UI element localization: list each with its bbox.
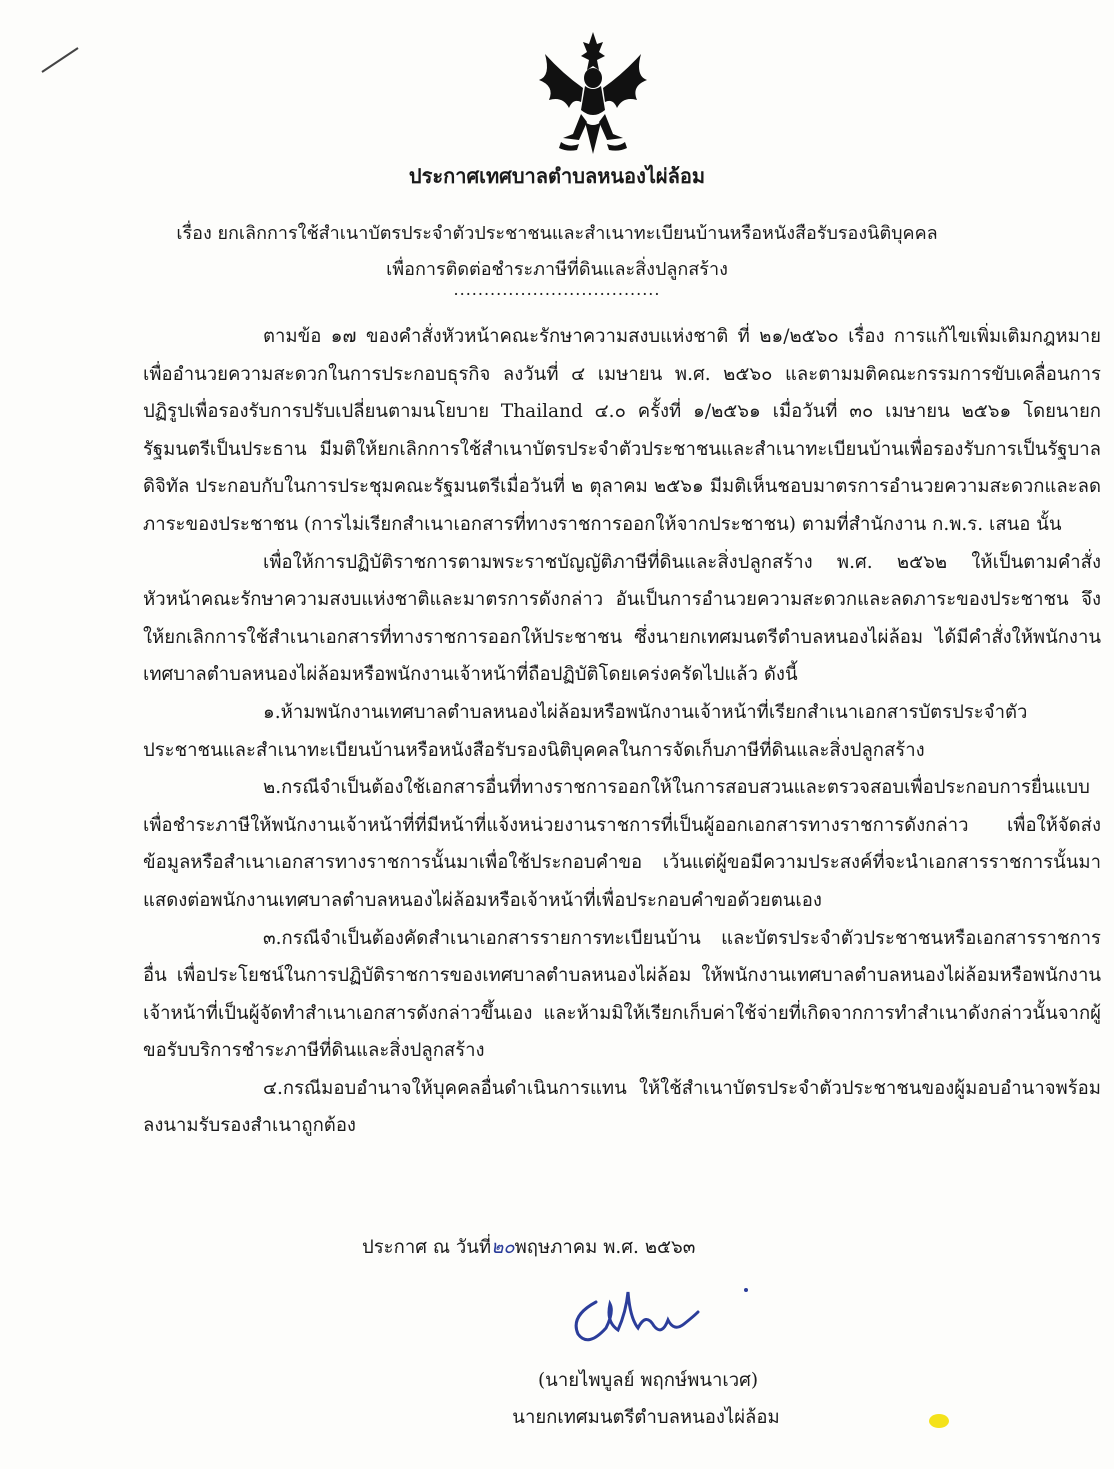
announcement-date	[362, 1233, 695, 1262]
announce-day: ๒๐	[491, 1237, 515, 1258]
clause-3: ๓.กรณีจำเป็นต้องคัดสำเนาเอกสารรายการทะเบียนบ้าน และบัตรประจำตัวประชาชนหรือเอกสารราชการอื่น เพื่อประโยชน์ในการปฏิบัติราชการของเทศบาลตำบลหนองไผ่ล้อม ให้พนักงานเทศบาลตำบลหนองไผ่ล้อมหรือพนักงานเจ้าหน้าที่เป็นผู้จัดทำสำเนาเอกสารดังกล่าวขึ้นเอง และห้ามมิให้เรียกเก็บค่าใช้จ่ายที่เกิดจากการทำสำเนาดังกล่าวนั้นจากผู้ขอรับบริการชำระภาษีที่ดินและสิ่งปลูกสร้าง	[143, 927, 1101, 1062]
handwritten-signature	[566, 1282, 756, 1352]
yellow-highlight-dot	[929, 1414, 949, 1428]
announce-prefix: ประกาศ ณ วันที่	[362, 1237, 492, 1258]
document-body	[143, 318, 1101, 1145]
paragraph-2: เพื่อให้การปฏิบัติราชการตามพระราชบัญญัติภาษีที่ดินและสิ่งปลูกสร้าง พ.ศ. ๒๕๖๒ ให้เป็นตามคำสั่งหัวหน้าคณะรักษาความสงบแห่งชาติและมาตรการดังกล่าว อันเป็นการอำนวยความสะดวกและลดภาระของประชาชน จึงให้ยกเลิกการใช้สำเนาเอกสารที่ทางราชการออกให้ประชาชน ซึ่งนายกเทศมนตรีตำบลหนองไผ่ล้อม ได้มีคำสั่งให้พนักงานเทศบาลตำบลหนองไผ่ล้อมหรือพนักงานเจ้าหน้าที่ถือปฏิบัติโดยเคร่งครัดไปแล้ว ดังนี้	[143, 551, 1101, 686]
separator-dots: ..................................	[453, 280, 661, 299]
subject-line-2: เพื่อการติดต่อชำระภาษีที่ดินและสิ่งปลูกสร้าง	[386, 259, 728, 280]
clause-1: ๑.ห้ามพนักงานเทศบาลตำบลหนองไผ่ล้อมหรือพนักงานเจ้าหน้าที่เรียกสำเนาเอกสารบัตรประจำตัวประชาชนและสำเนาทะเบียนบ้านหรือหนังสือรับรองนิติบุคคลในการจัดเก็บภาษีที่ดินและสิ่งปลูกสร้าง	[143, 701, 1028, 761]
document-subject	[0, 216, 1114, 288]
document-title: ประกาศเทศบาลตำบลหนองไผ่ล้อม	[408, 164, 706, 188]
garuda-emblem-icon	[533, 30, 653, 158]
subject-line-1: เรื่อง ยกเลิกการใช้สำเนาบัตรประจำตัวประชาชนและสำเนาทะเบียนบ้านหรือหนังสือรับรองนิติบุคคล	[176, 223, 938, 244]
clause-4: ๔.กรณีมอบอำนาจให้บุคคลอื่นดำเนินการแทน ให้ใช้สำเนาบัตรประจำตัวประชาชนของผู้มอบอำนาจพร้อมลงนามรับรองสำเนาถูกต้อง	[143, 1077, 1101, 1137]
announce-suffix: พฤษภาคม พ.ศ. ๒๕๖๓	[514, 1237, 696, 1258]
signer-title: นายกเทศมนตรีตำบลหนองไผ่ล้อม	[512, 1407, 780, 1428]
paragraph-1: ตามข้อ ๑๗ ของคำสั่งหัวหน้าคณะรักษาความสงบแห่งชาติ ที่ ๒๑/๒๕๖๐ เรื่อง การแก้ไขเพิ่มเติมกฎหมาย เพื่ออำนวยความสะดวกในการประกอบธุรกิจ ลงวันที่ ๔ เมษายน พ.ศ. ๒๕๖๐ และตามมติคณะกรรมการขับเคลื่อนการปฏิรูปเพื่อรองรับการปรับเปลี่ยนตามนโยบาย Thailand ๔.๐ ครั้งที่ ๑/๒๕๖๑ เมื่อวันที่ ๓๐ เมษายน ๒๕๖๑ โดยนายกรัฐมนตรีเป็นประธาน มีมติให้ยกเลิกการใช้สำเนาบัตรประจำตัวประชาชนและสำเนาทะเบียนบ้านเพื่อรองรับการเป็นรัฐบาลดิจิทัล ประกอบกับในการประชุมคณะรัฐมนตรีเมื่อวันที่ ๒ ตุลาคม ๒๕๖๑ มีมติเห็นชอบมาตรการอำนวยความสะดวกและลดภาระของประชาชน (การไม่เรียกสำเนาเอกสารที่ทางราชการออกให้จากประชาชน) ตามที่สำนักงาน ก.พ.ร. เสนอ นั้น	[143, 326, 1101, 535]
signer-name: (นายไพบูลย์ พฤกษ์พนาเวศ)	[537, 1370, 759, 1391]
clause-2: ๒.กรณีจำเป็นต้องใช้เอกสารอื่นที่ทางราชการออกให้ในการสอบสวนและตรวจสอบเพื่อประกอบการยื่นแบบเพื่อชำระภาษีให้พนักงานเจ้าหน้าที่ที่มีหน้าที่แจ้งหน่วยงานราชการที่เป็นผู้ออกเอกสารทางราชการดังกล่าว เพื่อให้จัดส่งข้อมูลหรือสำเนาเอกสารทางราชการนั้นมาเพื่อใช้ประกอบคำขอ เว้นแต่ผู้ขอมีความประสงค์ที่จะนำเอกสารราชการนั้นมาแสดงต่อพนักงานเทศบาลตำบลหนองไผ่ล้อมหรือเจ้าหน้าที่เพื่อประกอบคำขอด้วยตนเอง	[143, 777, 1101, 911]
pen-scratch-mark	[40, 44, 82, 74]
